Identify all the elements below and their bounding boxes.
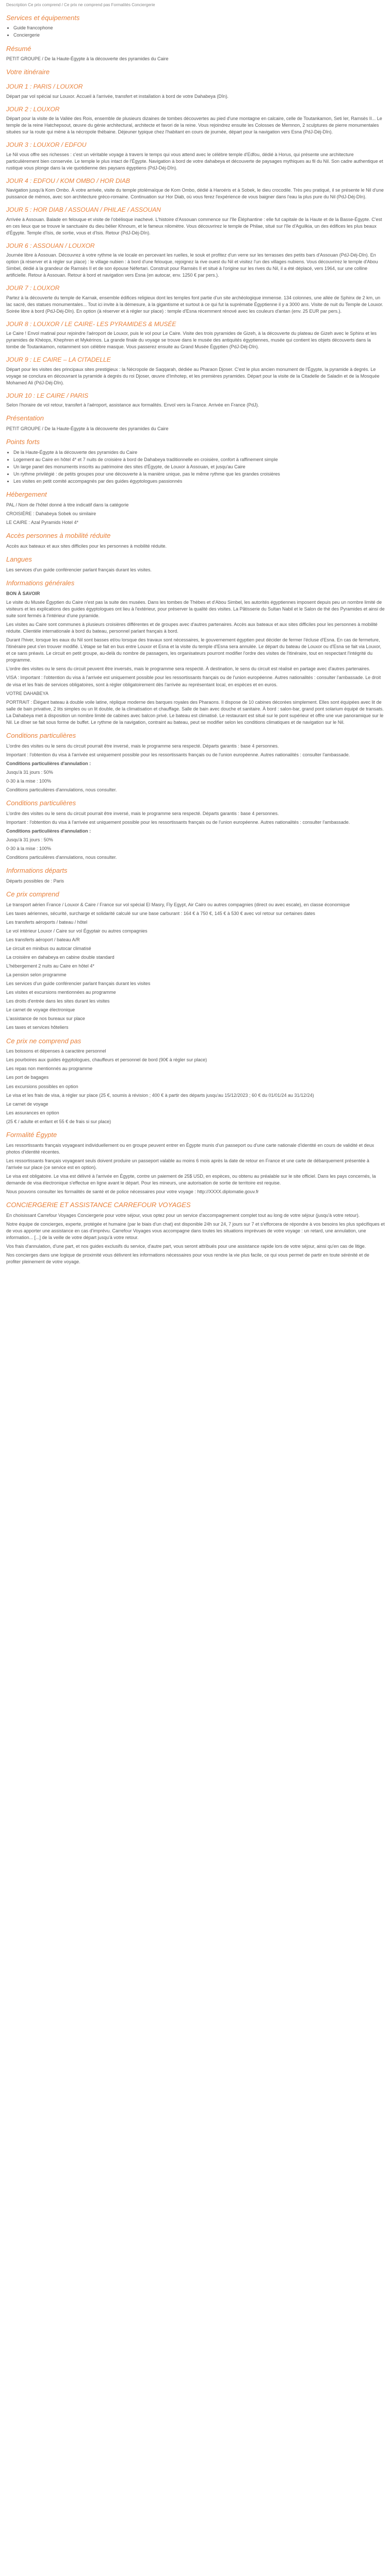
formalites-paragraph: Le visa est obligatoire. Le visa est délivré à l'arrivée en Égypte, contre un paiement de 25$ USD, en espèces, ou obtenu au préalable sur le site officiel. Dans les pays concernés, la demande de visa électronique s'effectue en ligne avant le départ. Pour les mineurs, une autorisation de sortie de territoire est requise.: [6, 1173, 376, 1185]
conditions-note: Important : l'obtention du visa à l'arrivée est uniquement possible pour les ressortissants français ou de l'union européenne. Autres nationalités : consulter l'ambassade.: [6, 819, 350, 825]
prix-comprend-section: [6, 890, 385, 1031]
langues-text: Les services d'un guide conférencier parlant français durant les visites.: [6, 567, 152, 573]
cancel-line: Jusqu'à 31 jours : 50%: [6, 769, 53, 775]
day-title: JOUR 3 : LOUXOR / EDFOU: [6, 141, 87, 149]
conciergerie-paragraph: En choisissant Carrefour Voyages Conciergerie pour votre séjour, vous optez pour un service d'accompagnement complet tout au long de votre séjour (jusqu'à votre retour).: [6, 1212, 360, 1218]
infos-depart-text: Départs possibles de : Paris: [6, 878, 64, 884]
conditions-intro: L'ordre des visites ou le sens du circuit pourrait être inversé, mais le programme sera respecté. Départs garantis : base 4 personnes.: [6, 810, 279, 816]
day-title: JOUR 2 : LOUXOR: [6, 105, 60, 113]
infos-subtitle: BON À SAVOIR: [6, 590, 40, 596]
hebergement-section: [6, 490, 385, 526]
conditions-extra: Conditions particulières d'annulations, nous consulter.: [6, 855, 117, 860]
list-item: Le carnet de voyage: [6, 1101, 48, 1107]
infos-paragraph: VISA : Important : l'obtention du visa à l'arrivée est uniquement possible pour les ressortissants français ou de l'union européenne. Autres nationalités : consulter l'ambassade. Le droit de visa et les frais de services obligatoires, sont à régler obligatoirement dès l'arrivée au représentant local, en espèces et en euros.: [6, 675, 381, 687]
list-item: Les transferts aéroport / bateau A/R: [6, 937, 80, 942]
langues-title: Langues: [6, 555, 32, 564]
formalites-paragraph: Les ressortissants français voyageant seuls doivent produire un passeport valable au moins 6 mois après la date de retour en France et une carte de débarquement présentée à l'arrivée sur place (ce service est en option).: [6, 1158, 369, 1170]
list-item: • Conciergerie: [13, 32, 385, 39]
conditions-intro: L'ordre des visites ou le sens du circuit pourrait être inversé, mais le programme sera respecté. Départs garantis : base 4 personnes.: [6, 743, 279, 749]
day-text: Départ pour la visite de la Vallée des Rois, ensemble de plusieurs dizaines de tombes découvertes au pied d'une montagne en calcaire, celle de Toutankamon, Seti Ier, Ramsès II... Le temple de la reine Hatchepsout, œuvre du génie architectural, architecte et favori de la reine. Vous rejoindrez ensuite les Colosses de Memnon, 2 sculptures de pierre monumentales situées sur la route qui mène à la nécropole thébaine. Déjeuner typique chez l'habitant en cours de journée, départ pour la navigation vers Esna (PdJ-Déj-Dîn).: [6, 116, 382, 135]
infos-paragraph: Durant l'hiver, lorsque les eaux du Nil sont basses et/ou lorsque des travaux sont nécessaires, le gouvernement égyptien peut décider de fermer l'écluse d'Esna. En cas de fermeture, l'itinéraire peut s'en trouver modifié. L'étape se fait en bus entre Louxor et Esna et la visite du temple d'Esna sera annulée. Le départ du bateau de Louxor ou d'Esna se fait via Louxor, et ce sans préavis. Le circuit en petit groupe, au-delà du nombre de passagers, les organisateurs pourront modifier l'ordre des visites de l'itinéraire, tout en respectant l'intégrité du programme.: [6, 637, 382, 663]
day-title: JOUR 9 : LE CAIRE – LA CITADELLE: [6, 356, 111, 364]
infos-depart-title: Informations départs: [6, 867, 68, 875]
conciergerie-paragraph: Notre équipe de concierges, experte, protégée et humaine (par le biais d'un chat) est disponible 24h sur 24, 7 jours sur 7 et s'efforcera de répondre à vos besoins les plus spécifiques et de vous apporter une assistance en cas d'imprévu. Carrefour Voyages vous accompagne dans toutes les situations imprévues de votre voyage : un retard, une annulation, une information... [...] de la veille de votre départ jusqu'à votre retour.: [6, 1221, 385, 1240]
day-title: JOUR 10 : LE CAIRE / PARIS: [6, 392, 89, 399]
list-item: Les taxes aériennes, sécurité, surcharge et solidarité calculé sur une base carburant : 164 € à 750 €, 145 € à 530 € avec vol retour sur certaines dates: [6, 910, 315, 916]
points-forts-title: Points forts: [6, 438, 40, 446]
list-item: • Un rythme privilégié : de petits groupes pour une découverte à la manière unique, pas le même rythme que les grandes croisières: [13, 471, 385, 478]
day-text: Selon l'horaire de vol retour, transfert à l'aéroport, assistance aux formalités. Envol vers la France. Arrivée en France (PdJ).: [6, 402, 259, 408]
hebergement-line: LE CAIRE : Azal Pyramids Hotel 4*: [6, 520, 79, 526]
cancel-line: 0-30 à la mise : 100%: [6, 845, 52, 851]
cancel-title: Conditions particulières d'annulation :: [6, 760, 91, 766]
list-item: • Logement au Caire en hôtel 4* et 7 nuits de croisière à bord de Dahabeya traditionnelle en croisière, confort à raffinement simple: [13, 456, 385, 463]
infos-section: [6, 579, 385, 726]
langues-section: [6, 555, 385, 573]
infos-paragraph: Le visite du Musée Égyptien du Caire n'est pas la suite des musées. Dans les tombes de Thèbes et d'Abou Simbel, les autorités égyptiennes imposent depuis peu un nombre limité de visiteurs et les explications des guides égyptologues ont lieu à l'extérieur, pour préserver la qualité des visites. La Pâtisserie du Sultan Nabil et le Salon de thé des Pyramides et ainsi de suite sont fermés à l'intérieur d'une pyramide.: [6, 600, 385, 619]
list-item: Les droits d'entrée dans les sites durant les visites: [6, 998, 110, 1004]
formalites-paragraph: Les ressortissants français voyageant individuellement ou en groupe peuvent entrer en Égypte munis d'un passeport ou d'une carte nationale d'identité en cours de validité et deux photos d'identité récentes.: [6, 1142, 374, 1155]
conditions-section-1: [6, 731, 385, 793]
hebergement-line: CROISIÈRE : Dahabeya Sobek ou similaire: [6, 511, 96, 517]
list-item: Les services d'un guide conférencier parlant français durant les visites: [6, 981, 151, 987]
day-title: JOUR 7 : LOUXOR: [6, 284, 60, 292]
list-item: La croisière en dahabeya en cabine double standard: [6, 955, 115, 960]
resume-section: [6, 44, 385, 63]
conditions-title: Conditions particulières: [6, 731, 76, 739]
mobilite-section: [6, 531, 385, 550]
day-title: JOUR 4 : EDFOU / KOM OMBO / HOR DIAB: [6, 177, 131, 184]
list-item: L'assistance de nos bureaux sur place: [6, 1016, 85, 1022]
day-text: Le Caire ! Envol matinal pour rejoindre l'aéroport de Louxor, puis le vol pour Le Caire. Visite des trois pyramides de Gizeh, à la découverte du plateau de Gizeh avec le Sphinx et les pyramides de Khéops, Khephren et Mykérinos. La grande finale du voyage se trouve dans le musée des antiquités égyptiennes, musée qui contient les objets découverts dans la tombe de Toutankamon, notamment son célèbre masque. Vous passerez ensuite au Grand Musée Égyptien (PdJ-Déj-Dîn).: [6, 331, 377, 350]
list-item: La pension selon programme: [6, 972, 67, 978]
conciergerie-section: [6, 1200, 385, 1265]
presentation-text: PETIT GROUPE / De la Haute-Égypte à la découverte des pyramides du Caire: [6, 426, 169, 432]
conditions-note: Important : l'obtention du visa à l'arrivée est uniquement possible pour les ressortissants français ou de l'union européenne. Autres nationalités : consulter l'ambassade.: [6, 752, 350, 757]
day-text: Partez à la découverte du temple de Karnak, ensemble édifices religieux dont les temples font partie d'un site archéologique immense. 134 colonnes, une allée de Sphinx de 2 km, un lac sacré, des statues monumentales... Tout ici invite à la démesure, à la gigantisme et surtout à ce qui fut la suprématie Égyptienne il y a 3000 ans. Visite de nuit du Temple de Louxor. Soirée libre à bord (PdJ-Déj-Dîn). En option (à réserver et à régler sur place) : temple d'Esna récemment rénové avec les couleurs d'antan (env. 25 EUR par pers.).: [6, 295, 383, 314]
resume-title: Résumé: [6, 44, 31, 53]
product-page: [0, 0, 391, 1278]
list-item: Les transferts aéroports / bateau / hôtel: [6, 919, 88, 925]
conditions-section-2: [6, 799, 385, 861]
day-text: Départ par vol spécial sur Louxor. Accueil à l'arrivée, transfert et installation à bord de votre Dahabeya (Dîn).: [6, 93, 229, 99]
points-forts-section: [6, 437, 385, 485]
conditions-title: Conditions particulières: [6, 799, 76, 807]
cancel-title: Conditions particulières d'annulation :: [6, 828, 91, 834]
day-text: Le Nil vous offre ses richesses : c'est un véritable voyage à travers le temps qui vous attend avec le célèbre temple d'Edfou, dédié à Horus, qui présente une architecture particulièrement bien conservée. Le temple le plus intact de l'Égypte. Navigation à bord de votre dahabeya et découverte de paysages mythiques au fil du Nil. Son cadre authentique et rustique vous plonge dans la vie quotidienne des paysans égyptiens (PdJ-Déj-Dîn).: [6, 151, 383, 171]
infos-paragraph: L'ordre des visites ou le sens du circuit peuvent être inversés, mais le programme sera respecté. À destination, le sens du circuit est réalisé en partage avec d'autres partenaires.: [6, 666, 370, 672]
itinerary-title: Votre itinéraire: [6, 68, 50, 76]
list-item: Les visites et excursions mentionnées au programme: [6, 990, 116, 995]
list-item: • De la Haute-Égypte à la découverte des pyramides du Caire: [13, 449, 385, 456]
infos-paragraph: Les visites au Caire sont communes à plusieurs croisières différentes et de groupes avec d'autres partenaires. Accès aux bateaux et aux sites difficiles pour les personnes à mobilité réduite. Clientèle internationale à bord du bateau, personnel parlant français à bord.: [6, 622, 378, 634]
infos-title: Informations générales: [6, 579, 75, 587]
section-tabs-description: Description Ce prix comprend / Ce prix ne comprend pas Formalités Conciergerie: [6, 3, 155, 7]
points-forts-list: [6, 449, 385, 485]
itinerary-section: [6, 67, 385, 409]
formalites-section: [6, 1130, 385, 1195]
list-item: Le carnet de voyage électronique: [6, 1007, 75, 1013]
list-item: Le visa et les frais de visa, à régler sur place (25 €, soumis à révision ; 400 € à partir des départs jusqu'au 15/12/2023 ; 60 € du 01/01/24 au 31/12/24): [6, 1092, 314, 1098]
list-item: L'hébergement 2 nuits au Caire en hôtel 4*: [6, 963, 94, 969]
prix-ne-comprend-extra: (25 € / adulte et enfant et 55 € de frais si sur place): [6, 1118, 111, 1124]
conditions-extra: Conditions particulières d'annulations, nous consulter.: [6, 787, 117, 792]
resume-text: PETIT GROUPE / De la Haute-Égypte à la découverte des pyramides du Caire: [6, 56, 169, 62]
infos-paragraph: PORTRAIT : Élégant bateau à double voile latine, réplique moderne des barques royales des Pharaons. Il dispose de 10 cabines décorées simplement. Elles sont équipées avec lit de salle de bain privative, 2 lits simples ou un lit double, de la climatisation et chauffage. Salle de bain avec douche et sanitaire. À bord : salon-bar, grand pont solarium équipé de transats. La Dahabeya met à disposition un nombre limité de cabines avec balcon privé. Le bateau est climatisé. Le restaurant est situé sur le pont supérieur et offre une vue panoramique sur le Nil. Le dîner se fait sous forme de buffet. Le rythme de la navigation, contraint au bateau, peut se modifier selon les conditions climatiques et de navigation sur le Nil.: [6, 699, 384, 725]
formalites-title: Formalité Égypte: [6, 1130, 57, 1139]
day-title: JOUR 1 : PARIS / LOUXOR: [6, 83, 83, 91]
list-item: • Un large panel des monuments inscrits au patrimoine des sites d'Égypte, de Louxor à Assouan, et jusqu'au Caire: [13, 464, 385, 470]
cancel-line: 0-30 à la mise : 100%: [6, 778, 52, 784]
day-title: JOUR 8 : LOUXOR / LE CAIRE- LES PYRAMIDES & MUSÉE: [6, 320, 176, 328]
prix-ne-comprend-title: Ce prix ne comprend pas: [6, 1037, 82, 1045]
infos-paragraph: VOTRE DAHABEYA: [6, 690, 48, 696]
day-text: Journée libre à Assouan. Découvrez à votre rythme la vie locale en percevant les ruelles, le souk et profitez d'un verre sur les terrasses des petits bars d'Assouan (PdJ-Déj-Dîn). En option (à réserver et à régler sur place) : le village nubien : à bord d'une felouque, rejoignez la rive ouest du Nil et visitez l'un des villages nubiens. Vous découvrirez le temple d'Abou Simbel, dédié à la grandeur de Ramsès II et de son épouse Néfertari. Construit pour Ramsès II et situé à l'origine sur les rives du Nil, il a été déplacé, vers 1964, sur une colline artificielle. Retour à Assouan. Retour à bord et navigation vers Esna (en autocar, env. 1250 € par pers.).: [6, 252, 378, 278]
list-item: Les repas non mentionnés au programme: [6, 1066, 93, 1072]
mobilite-text: Accès aux bateaux et aux sites difficiles pour les personnes à mobilité réduite.: [6, 544, 167, 549]
list-item: Les taxes et services hôteliers: [6, 1025, 69, 1030]
list-item: Les assurances en option: [6, 1110, 59, 1115]
list-item: • Les visites en petit comité accompagnés par des guides égyptologues passionnés: [13, 478, 385, 485]
day-text: Navigation jusqu'à Kom Ombo. À votre arrivée, visite du temple ptolémaïque de Kom Ombo, dédié à Haroéris et à Sobek, le dieu crocodile. Très peu pratiqué, il se présente le Nil d'une puissance de mémos, avec son architecture gréco-romaine. Continuation sur Hor Diab, où vous ferez l'expérience de vous baigner dans l'eau la plus pure du Nil (PdJ-Déj-Dîn).: [6, 188, 384, 200]
presentation-title: Présentation: [6, 414, 44, 422]
list-item: Le transport aérien France / Louxor & Caire / France sur vol spécial El Masry, Fly Egypt, Air Cairo ou autres compagnies (direct ou avec escale), en classe économique: [6, 902, 350, 907]
conciergerie-paragraph: Nos concierges dans une logique de proximité vous délivrent les informations nécessaires pour vous rendre la vie plus facile, ce qui vous permet de partir en toute sérénité et de profiter pleinement de votre voyage.: [6, 1252, 369, 1265]
infos-depart-section: [6, 866, 385, 885]
conciergerie-paragraph: Vos frais d'annulation, d'une part, et nos guides exclusifs du service, d'autre part, vous seront attribués pour une assistance rapide lors de votre séjour, ainsi qu'en cas de litige.: [6, 1243, 366, 1249]
services-section: [6, 13, 385, 39]
list-item: Le vol intérieur Louxor / Caire sur vol Égyptair ou autres compagnies: [6, 928, 148, 934]
list-item: Les boissons et dépenses à caractère personnel: [6, 1048, 106, 1054]
presentation-section: [6, 414, 385, 432]
hebergement-line: PAL / Nom de l'hôtel donné à titre indicatif dans la catégorie: [6, 502, 129, 508]
mobilite-title: Accès personnes à mobilité réduite: [6, 532, 111, 540]
list-item: Les pourboires aux guides égyptologues, chauffeurs et personnel de bord (90€ à régler sur place): [6, 1057, 207, 1063]
conciergerie-title: CONCIERGERIE ET ASSISTANCE CARREFOUR VOYAGES: [6, 1200, 191, 1209]
day-title: JOUR 5 : HOR DIAB / ASSOUAN / PHILAE / ASSOUAN: [6, 206, 161, 214]
day-text: Arrivée à Assouan. Balade en felouque et visite de l'obélisque inachevé. L'histoire d'Assouan commence sur l'île Éléphantine : elle fut capitale de la Haute et de la Basse-Égypte. C'est en ces lieux que se trouve le sanctuaire du dieu bélier Khnoum, et le fameux nilomètre. Vous découvrirez le temple de Philae, situé sur l'île d'Aguilkia, un des édifices les plus beaux d'Égypte. Temple d'Isis, de sortie, vous et d'Isis. Retour (PdJ-Déj-Dîn).: [6, 216, 382, 235]
hebergement-title: Hébergement: [6, 490, 47, 499]
list-item: Les port de bagages: [6, 1075, 49, 1080]
cancel-line: Jusqu'à 31 jours : 50%: [6, 837, 53, 842]
formalites-link[interactable]: Nous pouvons consulter les formalités de santé et de police nécessaires pour votre voyage : http://XXXX.diplomatie.gouv.fr: [6, 1189, 259, 1194]
list-item: • Guide francophone: [13, 25, 385, 31]
list-item: Le circuit en minibus ou autocar climatisé: [6, 946, 91, 952]
prix-ne-comprend-section: [6, 1037, 385, 1125]
day-text: Départ pour les visites des principaux sites prestigieux : la Nécropole de Saqqarah, dédiée au Pharaon Djoser. C'est le plus ancien monument de l'Égypte, la pyramide à degrés. Le voyage se conclura en découvrant la pyramide à degrés du roi Djoser, œuvre d'Imhotep, et les premières pyramides. Départ pour la visite de la Citadelle de Saladin et de la Mosquée Mohamed Ali (PdJ-Déj-Dîn).: [6, 366, 380, 385]
services-title: Services et équipements: [6, 13, 80, 22]
day-title: JOUR 6 : ASSOUAN / LOUXOR: [6, 242, 95, 249]
prix-comprend-title: Ce prix comprend: [6, 890, 59, 898]
list-item: Les excursions possibles en option: [6, 1083, 78, 1089]
services-list: [6, 25, 385, 39]
